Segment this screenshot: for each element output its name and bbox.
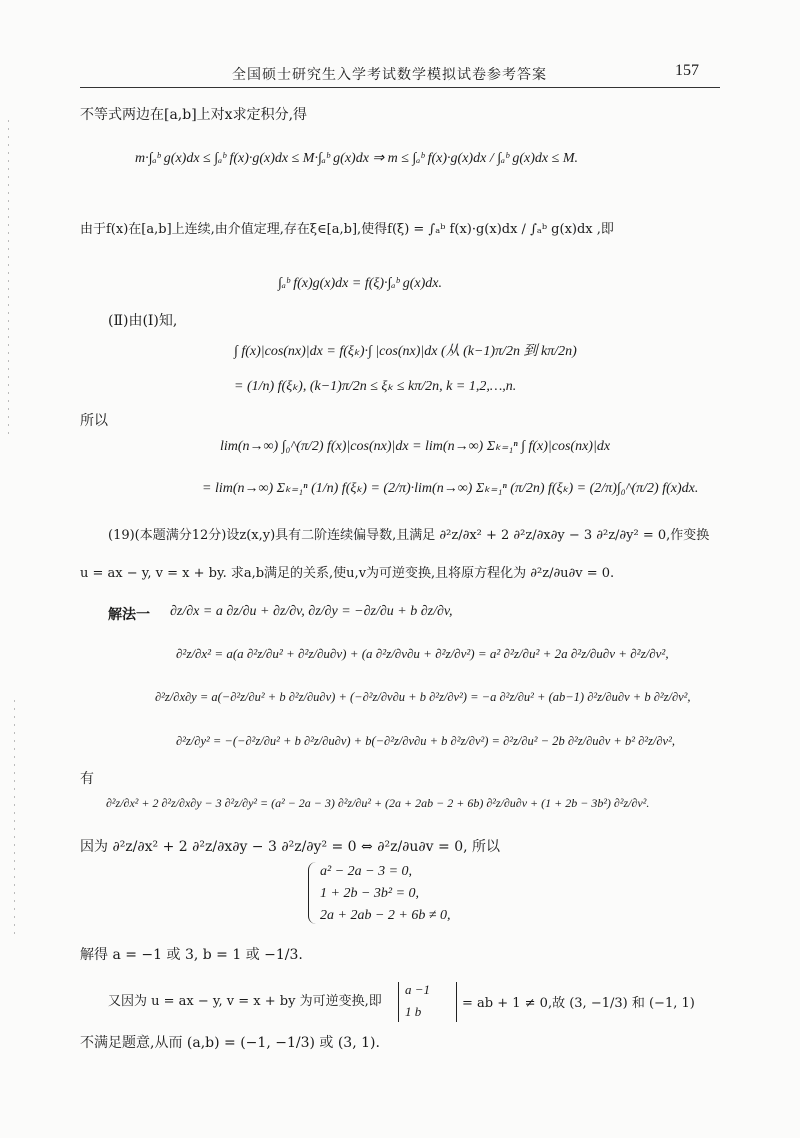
formula-line: = lim(n→∞) Σₖ₌₁ⁿ (1/n) f(ξₖ) = (2/π)·lim(n→∞) Σₖ₌₁ⁿ (π/2n) f(ξₖ) = (2/π)∫₀^(π/2) f(x)dx.	[202, 481, 699, 496]
formula-line: m·∫ₐᵇ g(x)dx ≤ ∫ₐᵇ f(x)·g(x)dx ≤ M·∫ₐᵇ g(x)dx ⇒ m ≤ ∫ₐᵇ f(x)·g(x)dx / ∫ₐᵇ g(x)dx ≤ M.	[135, 151, 578, 166]
formula-line: ∂²z/∂y² = −(−∂²z/∂u² + b ∂²z/∂u∂v) + b(−∂²z/∂v∂u + b ∂²z/∂v²) = ∂²z/∂u² − 2b ∂²z/∂u∂v + b² ∂²z/∂v²,	[176, 734, 675, 748]
formula-line: = (1/n) f(ξₖ), (k−1)π/2n ≤ ξₖ ≤ kπ/2n, k = 1,2,…,n.	[234, 379, 517, 394]
text-line: (Ⅱ)由(Ⅰ)知,	[108, 313, 178, 329]
running-header: 全国硕士研究生入学考试数学模拟试卷参考答案	[232, 67, 547, 83]
formula-line: ∫ f(x)|cos(nx)|dx = f(ξₖ)·∫ |cos(nx)|dx (从 (k−1)π/2n 到 kπ/2n)	[234, 344, 577, 359]
formula-line: ∂z/∂x = a ∂z/∂u + ∂z/∂v, ∂z/∂y = −∂z/∂u + b ∂z/∂v,	[170, 604, 453, 619]
solution-label: 解法一	[108, 607, 150, 623]
margin-dots	[14, 700, 15, 940]
text-line: 由于f(x)在[a,b]上连续,由介值定理,存在ξ∈[a,b],使得f(ξ) = ∫ₐᵇ f(x)·g(x)dx / ∫ₐᵇ g(x)dx ,即	[80, 222, 614, 237]
formula-line: ∂²z/∂x² = a(a ∂²z/∂u² + ∂²z/∂u∂v) + (a ∂²z/∂v∂u + ∂²z/∂v²) = a² ∂²z/∂u² + 2a ∂²z/∂u∂v + ∂²z/∂v²,	[176, 646, 669, 661]
system-equation: 2a + 2ab − 2 + 6b ≠ 0,	[320, 908, 451, 923]
formula-line: ∂²z/∂x² + 2 ∂²z/∂x∂y − 3 ∂²z/∂y² = (a² − 2a − 3) ∂²z/∂u² + (2a + 2ab − 2 + 6b) ∂²z/∂u∂v + (1 + 2b − 3b²) ∂²z/∂v².	[106, 796, 650, 810]
determinant-row: 1 b	[405, 1004, 422, 1019]
system-brace	[308, 862, 319, 924]
text-line: 不满足题意,从而 (a,b) = (−1, −1/3) 或 (3, 1).	[80, 1035, 380, 1051]
determinant-bar-right	[456, 982, 457, 1022]
text-line: 解得 a = −1 或 3, b = 1 或 −1/3.	[80, 947, 303, 963]
text-line: 又因为 u = ax − y, v = x + by 为可逆变换,即	[108, 994, 382, 1009]
system-equation: 1 + 2b − 3b² = 0,	[320, 886, 420, 901]
system-equation: a² − 2a − 3 = 0,	[320, 864, 413, 879]
text-line: 有	[80, 771, 94, 787]
text-line: 因为 ∂²z/∂x² + 2 ∂²z/∂x∂y − 3 ∂²z/∂y² = 0 ⇔ ∂²z/∂u∂v = 0, 所以	[80, 839, 501, 855]
formula-line: ∂²z/∂x∂y = a(−∂²z/∂u² + b ∂²z/∂u∂v) + (−∂²z/∂v∂u + b ∂²z/∂v²) = −a ∂²z/∂u² + (ab−1) ∂²z/∂u∂v + b ∂²z/∂v²,	[155, 690, 691, 704]
problem-statement: (19)(本题满分12分)设z(x,y)具有二阶连续偏导数,且满足 ∂²z/∂x² + 2 ∂²z/∂x∂y − 3 ∂²z/∂y² = 0,作变换	[108, 528, 710, 543]
formula-line: lim(n→∞) ∫₀^(π/2) f(x)|cos(nx)|dx = lim(n→∞) Σₖ₌₁ⁿ ∫ f(x)|cos(nx)|dx	[220, 439, 611, 454]
page-number: 157	[675, 62, 699, 79]
text-line: 不等式两边在[a,b]上对x求定积分,得	[80, 107, 308, 123]
formula-line: ∫ₐᵇ f(x)g(x)dx = f(ξ)·∫ₐᵇ g(x)dx.	[278, 276, 442, 291]
determinant-bar-left	[398, 982, 399, 1022]
determinant-row: a −1	[405, 982, 431, 997]
text-line: = ab + 1 ≠ 0,故 (3, −1/3) 和 (−1, 1)	[462, 996, 695, 1011]
margin-dots	[8, 120, 9, 440]
header-rule	[80, 87, 720, 88]
problem-statement: u = ax − y, v = x + by. 求a,b满足的关系,使u,v为可逆变换,且将原方程化为 ∂²z/∂u∂v = 0.	[80, 566, 615, 581]
text-line: 所以	[80, 413, 108, 429]
